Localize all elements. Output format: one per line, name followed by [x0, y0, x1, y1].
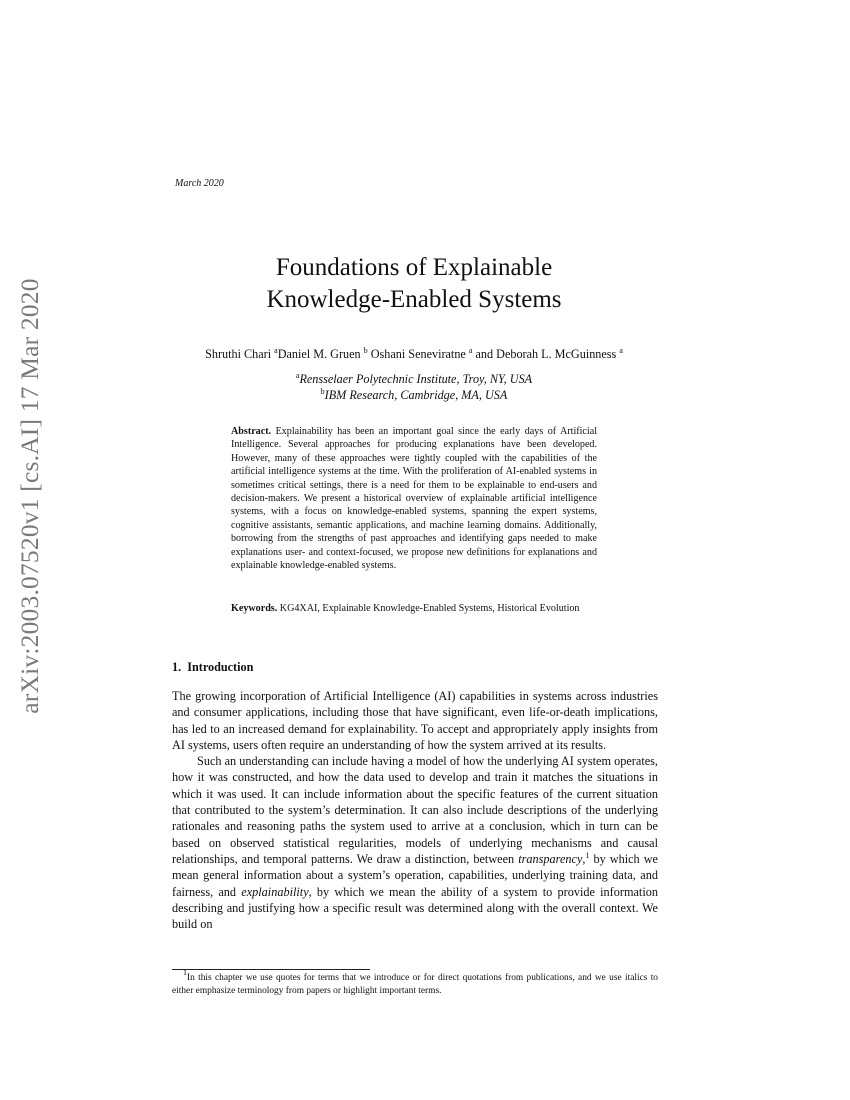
footnote-text: In this chapter we use quotes for terms that we introduce or for direct quotations from publications, and we use italics to either emphasize terminology from papers or highlight important terms. — [172, 973, 658, 996]
paragraph-2-part-a: Such an understanding can include having a model of how the underlying AI system operates, how it was constructed, and how the data used to develop and train it matches the situations in which it was used. It can include information about the specific features of the current situation that contributed to the system’s determination. It can also include descriptions of the underlying rationales and reasoning paths the system used to arrive at a conclusion, which in turn can be based on observed statistical regularities, models of underlying mechanisms and causal relationships, and temporal patterns. We draw a distinction, between — [172, 754, 658, 866]
publication-date: March 2020 — [175, 178, 224, 189]
author-affiliation-mark: b — [363, 346, 368, 355]
paragraph-2-part-c: , by which we mean the ability of a system to provide information describing and justifying how a specific result was determined along with the overall context. We build on — [172, 884, 658, 932]
section-title: Introduction — [187, 660, 254, 674]
abstract-label: Abstract. — [231, 426, 272, 437]
term-transparency: transparency — [518, 851, 583, 866]
arxiv-identifier-text: arXiv:2003.07520v1 [cs.AI] 17 Mar 2020 — [15, 278, 44, 714]
keywords — [231, 602, 631, 615]
author-affiliation-mark: a — [468, 346, 473, 355]
body-text — [172, 688, 658, 932]
footnote-divider — [172, 969, 370, 970]
keywords-text: KG4XAI, Explainable Knowledge-Enabled Systems, Historical Evolution — [279, 603, 580, 614]
footnote — [172, 968, 658, 998]
paper-title-line-1: Foundations of Explainable — [275, 254, 553, 281]
author-name: Daniel M. Gruen — [277, 347, 361, 361]
paragraph-1: The growing incorporation of Artificial Intelligence (AI) capabilities in systems across industries and consumer applications, including those that have significant, even life-or-death implications, has led to an increased demand for explainability. To accept and appropriately apply insights from AI systems, users often require an understanding of how the system arrived at its results. — [172, 689, 658, 752]
author-affiliation-mark: a — [619, 346, 623, 355]
paper-title-line-2: Knowledge-Enabled Systems — [266, 286, 562, 313]
term-explainability: explainability — [241, 884, 309, 899]
author-name: Deborah L. McGuinness — [496, 347, 617, 361]
footnote-reference[interactable]: 1 — [585, 850, 590, 860]
author-name: Shruthi Chari — [205, 347, 272, 361]
author-list — [0, 347, 828, 362]
paragraph-2 — [172, 753, 658, 932]
affiliation-a — [0, 372, 828, 387]
abstract-text: Explainability has been an important goal since the early days of Artificial Intelligence. Several approaches for producing explanations have been developed. However, many of these approaches were tightly coupled with the capabilities of the artificial intelligence systems at the time. With the proliferation of AI-enabled systems in sometimes critical settings, there is a need for them to be explainable to end-users and decision-makers. We present a historical overview of explainable artificial intelligence systems, with a focus on knowledge-enabled systems, spanning the expert systems, cognitive assistants, semantic applications, and machine learning domains. Additionally, borrowing from the strengths of past approaches and identifying gaps needed to make explanations user- and context-focused, we propose new definitions for explanations and explainable knowledge-enabled systems. — [231, 426, 597, 572]
abstract — [231, 425, 597, 572]
affiliation-text: IBM Research, Cambridge, MA, USA — [324, 388, 508, 402]
author-connector: and — [475, 347, 494, 361]
section-heading — [172, 660, 253, 675]
paragraph-2-part-b-text: by which we mean general information about a system’s operation, capabilities, underlying training data, and fairness, and — [172, 851, 658, 899]
affiliation-b — [0, 388, 828, 403]
keywords-label: Keywords. — [231, 603, 278, 614]
affiliation-text: Rensselaer Polytechnic Institute, Troy, NY, USA — [299, 372, 533, 386]
affiliation-mark: a — [295, 371, 300, 380]
comma: , — [582, 851, 586, 866]
footnote-mark: 1 — [183, 968, 187, 977]
paper-title — [0, 252, 828, 316]
affiliation-mark: b — [320, 387, 325, 396]
section-number: 1. — [172, 660, 182, 674]
author-affiliation-mark: a — [274, 346, 278, 355]
author-name: Oshani Seneviratne — [370, 347, 466, 361]
